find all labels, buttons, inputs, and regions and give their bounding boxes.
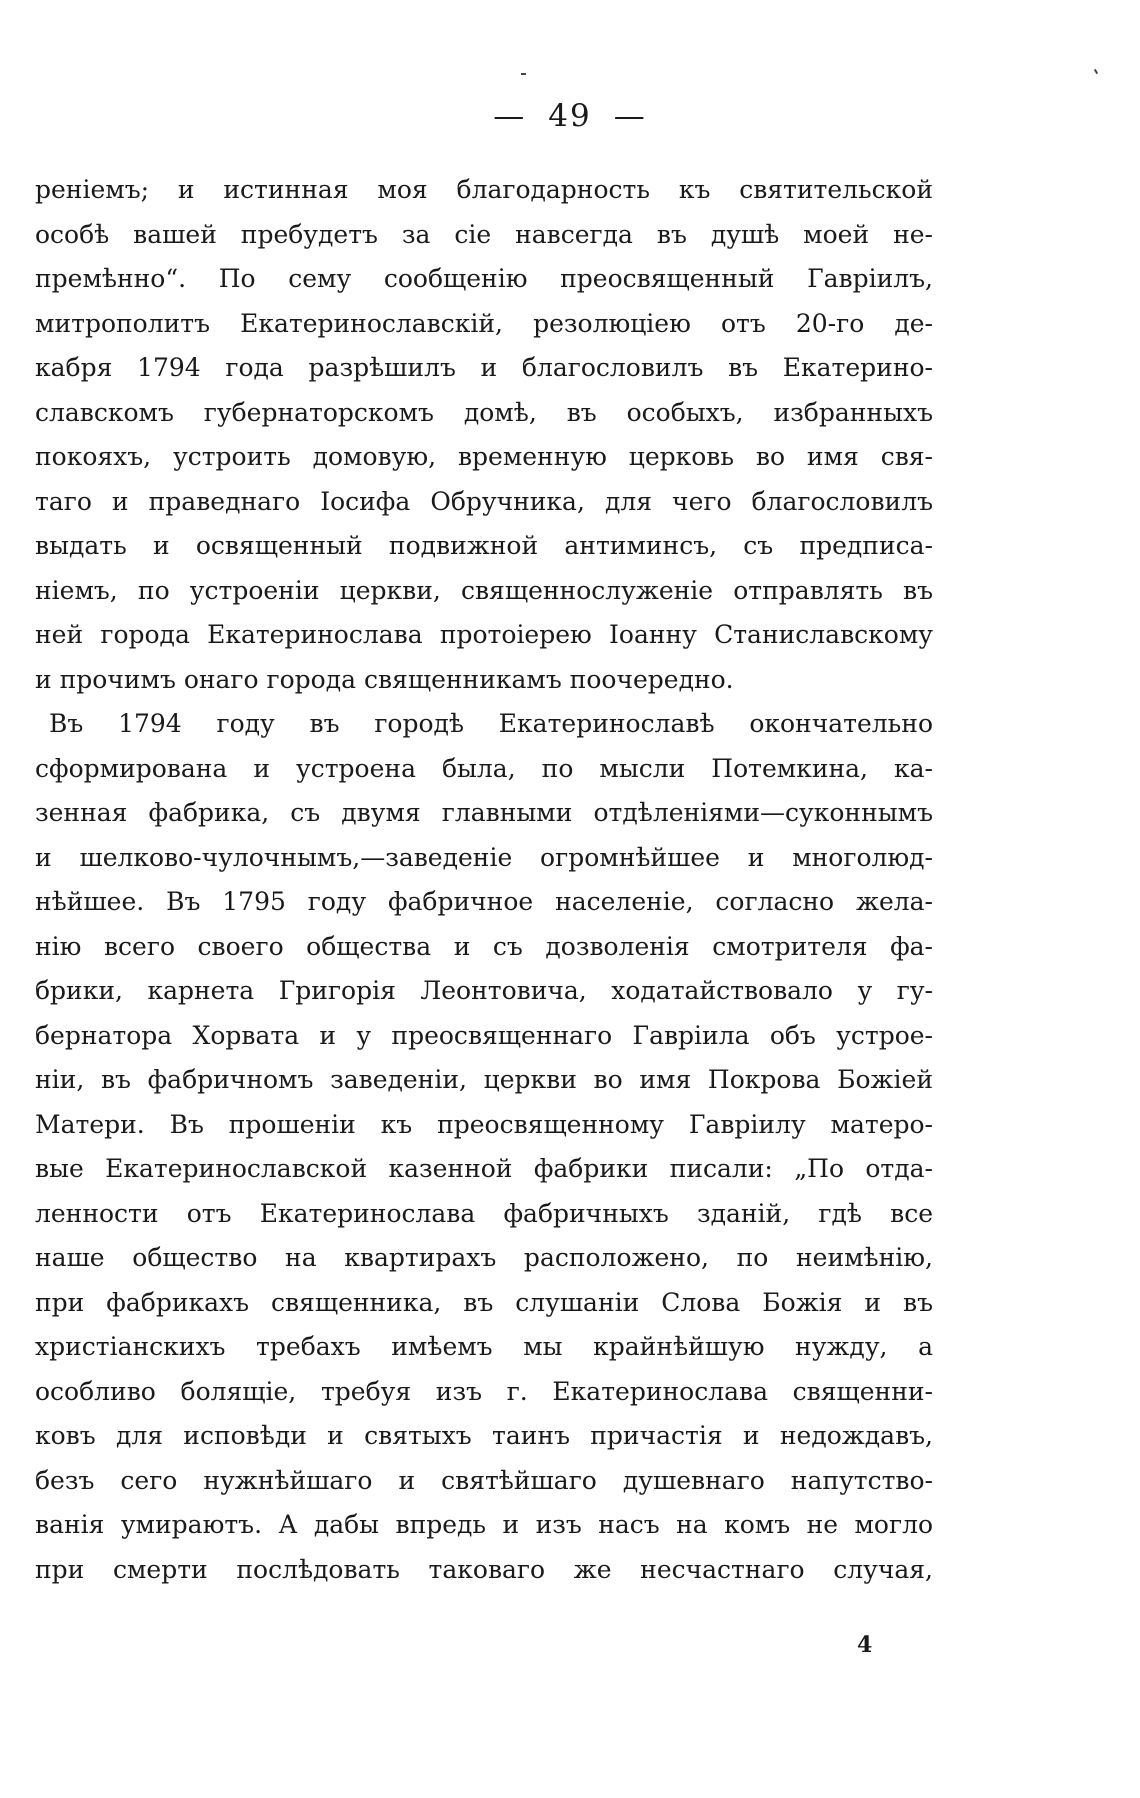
text-line: безъ сего нужнѣйшаго и святѣйшаго душевнаго напутство- (35, 1465, 933, 1495)
text-line: кабря 1794 года разрѣшилъ и благословилъ въ Екатерино- (35, 353, 933, 382)
text-line: бернатора Хорвата и у преосвященнаго Гавріила объ устрое- (35, 1020, 933, 1050)
text-line: ніемъ, по устроеніи церкви, священнослуженіе отправлять въ (35, 575, 933, 605)
page-header (0, 98, 1140, 134)
text-line: ванія умираютъ. А дабы впредь и изъ насъ на комъ не могло (35, 1510, 933, 1539)
text-line: покояхъ, устроить домовую, временную церковь во имя свя- (35, 442, 933, 471)
text-line: выдать и освященный подвижной антиминсъ, съ предписа- (35, 531, 933, 560)
text-line: нѣйшее. Въ 1795 году фабричное населеніе, согласно жела- (35, 887, 933, 916)
text-line: христіанскихъ требахъ имѣемъ мы крайнѣйшую нужду, а (35, 1332, 933, 1361)
header-dash-right: — (613, 98, 647, 134)
text-line: реніемъ; и истинная моя благодарность къ святительской (35, 175, 933, 204)
text-line: ніи, въ фабричномъ заведеніи, церкви во имя Покрова Божіей (35, 1065, 933, 1094)
text-line: брики, карнета Григорія Леонтовича, ходатайствовало у гу- (35, 976, 933, 1005)
page-number: 49 (548, 98, 592, 134)
text-line: наше общество на квартирахъ расположено, по неимѣнію, (35, 1243, 933, 1272)
print-speck (1094, 69, 1098, 74)
text-line: и прочимъ онаго города священникамъ поочередно. (35, 664, 734, 694)
text-line: зенная фабрика, съ двумя главными отдѣленіями—суконнымъ (35, 798, 933, 827)
print-speck (521, 73, 526, 75)
paragraph-start-line: Въ 1794 году въ городѣ Екатеринославѣ окончательно (49, 709, 933, 738)
text-line: ленности отъ Екатеринослава фабричныхъ зданій, гдѣ все (35, 1198, 933, 1228)
text-line: ней города Екатеринослава протоіерею Іоанну Станиславскому (35, 620, 933, 649)
text-line: таго и праведнаго Іосифа Обручника, для чего благословилъ (35, 486, 933, 516)
text-line: вые Екатеринославской казенной фабрики писали: „По отда- (35, 1154, 933, 1183)
text-line: сформирована и устроена была, по мысли Потемкина, ка- (35, 753, 933, 783)
body-text (35, 168, 933, 1592)
text-line: при смерти послѣдовать таковаго же несчастнаго случая, (35, 1554, 933, 1584)
text-line: нію всего своего общества и съ дозволенія смотрителя фа- (35, 931, 933, 961)
text-line: особѣ вашей пребудетъ за сіе навсегда въ душѣ моей не- (35, 219, 933, 249)
text-line: Матери. Въ прошеніи къ преосвященному Гавріилу матеро- (35, 1109, 933, 1139)
text-line: и шелково-чулочнымъ,—заведеніе огромнѣйшее и многолюд- (35, 842, 933, 872)
signature-mark: 4 (857, 1632, 873, 1658)
text-line: премѣнно“. По сему сообщенію преосвященный Гавріилъ, (35, 264, 933, 293)
text-line: ковъ для исповѣди и святыхъ таинъ причастія и недождавъ, (35, 1421, 933, 1450)
text-line: славскомъ губернаторскомъ домѣ, въ особыхъ, избранныхъ (35, 397, 933, 427)
text-line: особливо болящіе, требуя изъ г. Екатеринослава священни- (35, 1376, 933, 1406)
text-line: митрополитъ Екатеринославскій, резолюціею отъ 20-го де- (35, 308, 933, 338)
text-line: при фабрикахъ священника, въ слушаніи Слова Божія и въ (35, 1287, 933, 1317)
header-dash-left: — (493, 98, 527, 134)
